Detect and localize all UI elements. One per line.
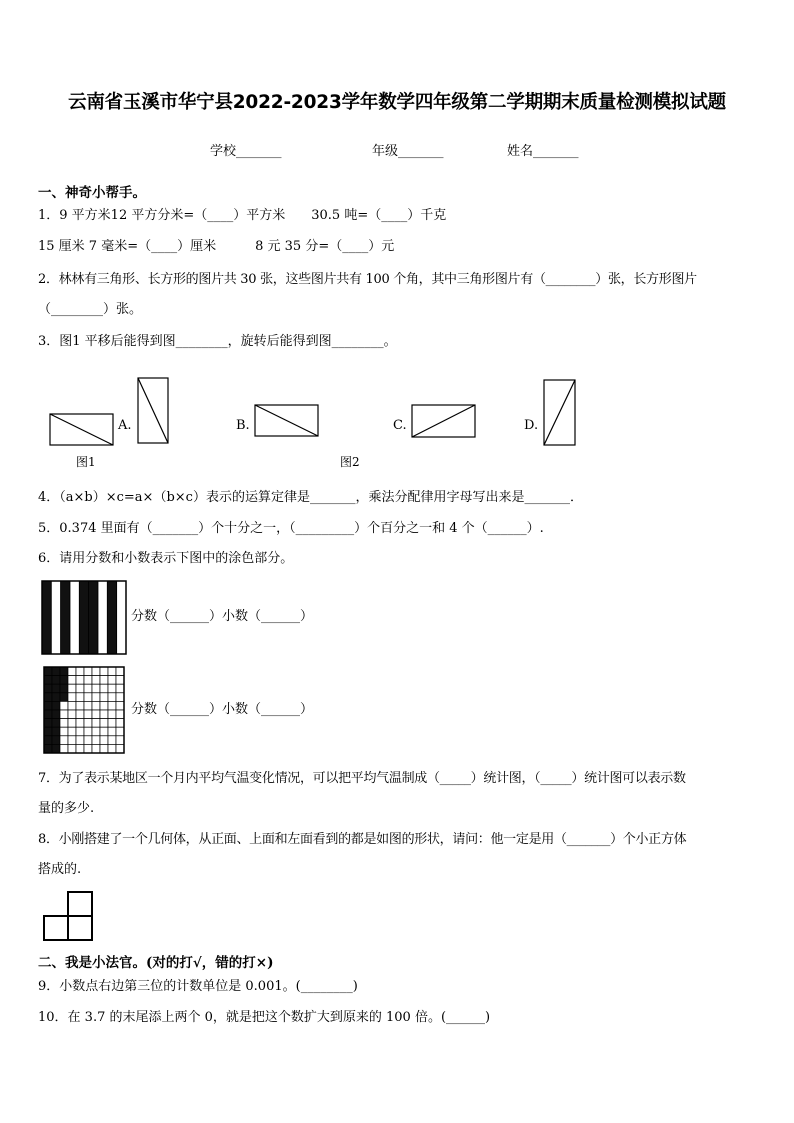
question-5: 5．0.374 里面有（_______）个十分之一，（_________）个百分之一和 4 个（______）. [38, 521, 544, 536]
cube-face-bottom-left [44, 916, 68, 940]
cube-face-bottom-right [68, 916, 92, 940]
section-2-heading: 二、我是小法官。(对的打√，错的打×) [38, 955, 274, 971]
cube-face-top [68, 892, 92, 916]
school-field: 学校_______ [210, 144, 282, 159]
question-2-line-1: 2．林林有三角形、长方形的图片共 30 张，这些图片共有 100 个角，其中三角形图片有（________）张，长方形图片 [38, 272, 697, 287]
question-8-line-1: 8．小刚搭建了一个几何体，从正面、上面和左面看到的都是如图的形状，请问：他一定是用（_______）个小正方体 [38, 832, 687, 847]
question-1-line-2: 15 厘米 7 毫米=（____）厘米 8 元 35 分=（____）元 [38, 239, 395, 254]
option-b-label: B. [236, 418, 250, 433]
question-7-line-1: 7．为了表示某地区一个月内平均气温变化情况，可以把平均气温制成（_____）统计图，（_____）统计图可以表示数 [38, 771, 686, 786]
page-title: 云南省玉溪市华宁县2022-2023学年数学四年级第二学期期末质量检测模拟试题 [68, 92, 726, 113]
question-10: 10．在 3.7 的末尾添上两个 0，就是把这个数扩大到原来的 100 倍。(______) [38, 1010, 491, 1025]
question-6-answer-2: 分数（______）小数（______） [131, 702, 314, 717]
question-1-line-1: 1．9 平方米12 平方分米=（____）平方米 30.5 吨=（____）千克 [38, 208, 447, 223]
option-c-label: C. [393, 418, 407, 433]
grade-field: 年级_______ [372, 144, 444, 159]
option-a-label: A. [118, 418, 132, 433]
question-9: 9．小数点右边第三位的计数单位是 0.001。(________) [38, 979, 358, 994]
question-3: 3．图1 平移后能得到图________，旋转后能得到图________。 [38, 334, 397, 349]
section-1-heading: 一、神奇小帮手。 [38, 185, 146, 201]
question-6: 6．请用分数和小数表示下图中的涂色部分。 [38, 551, 294, 566]
figure-2-caption: 图2 [340, 455, 360, 469]
question-8-line-2: 搭成的. [38, 862, 82, 877]
question-4: 4．（a×b）×c=a×（b×c）表示的运算定律是_______，乘法分配律用字母写出来是_______． [38, 490, 583, 505]
question-6-answer-1: 分数（______）小数（______） [131, 609, 314, 624]
question-7-line-2: 量的多少. [38, 801, 95, 816]
figure-1-caption: 图1 [76, 455, 96, 469]
question-2-line-2: （________）张。 [38, 302, 143, 317]
name-field: 姓名_______ [507, 144, 579, 159]
option-d-label: D. [524, 418, 539, 433]
